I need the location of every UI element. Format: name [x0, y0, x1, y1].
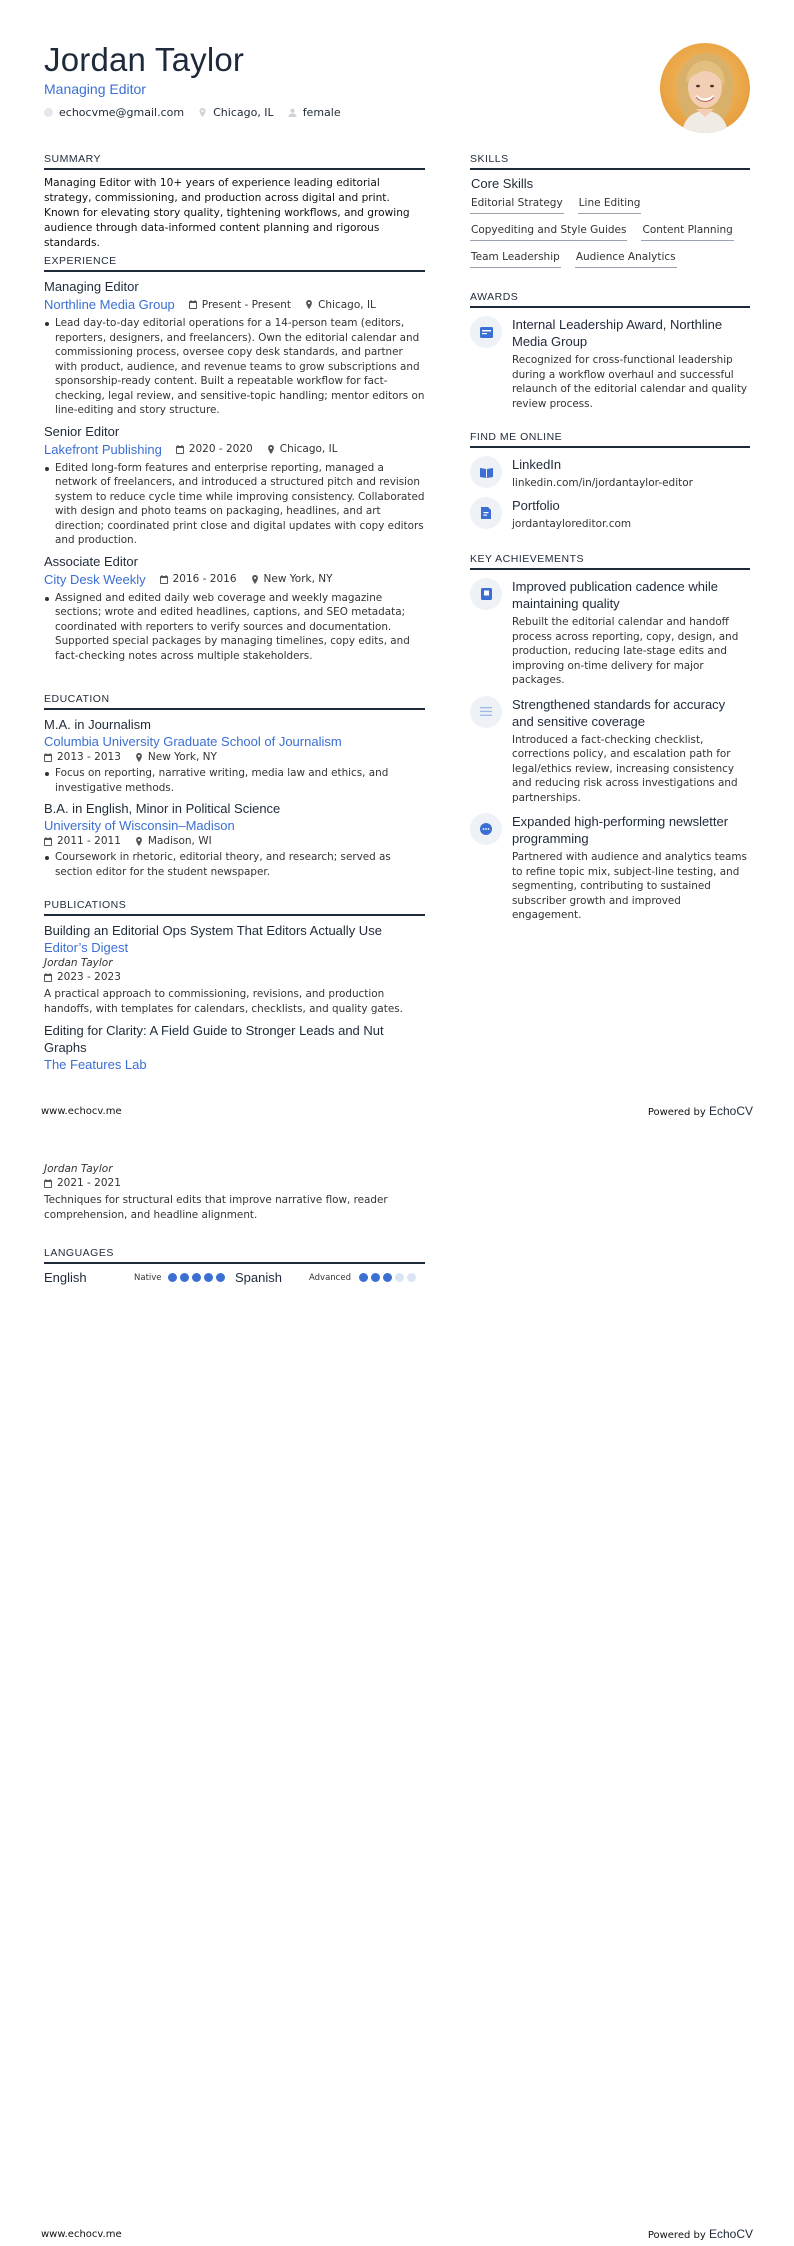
- job-location: New York, NY: [251, 573, 333, 585]
- achievements-section: [470, 553, 750, 923]
- school-name: University of Wisconsin–Madison: [44, 818, 235, 833]
- publication-dates: 2023 - 2023: [44, 971, 121, 983]
- language-level: Advanced: [309, 1272, 351, 1283]
- skill-chip: Editorial Strategy: [470, 195, 564, 214]
- edu-location: New York, NY: [135, 751, 217, 763]
- contact-location: [198, 106, 274, 119]
- achievement-description: Introduced a fact-checking checklist, corrections policy, and escalation path for legal/ethics review, increasing consistency and reducing risk across investigations and partnerships.: [512, 733, 738, 804]
- job-bullets: [44, 591, 425, 664]
- calendar-icon: [44, 753, 52, 762]
- page-footer: [41, 2227, 753, 2241]
- online-link-url[interactable]: linkedin.com/in/jordantaylor-editor: [512, 477, 693, 489]
- resume-header: [44, 40, 664, 119]
- publications-section: [44, 899, 425, 1073]
- location-pin-icon: [251, 575, 259, 584]
- footer-powered-by: Powered by EchoCV: [647, 2227, 753, 2241]
- degree: M.A. in Journalism: [44, 717, 151, 732]
- company-name: City Desk Weekly: [44, 571, 146, 587]
- achievement-description: Rebuilt the editorial calendar and handoff process across reporting, copy, design, and production, reducing late-stage edits and improving on-time delivery for major packages.: [512, 616, 739, 686]
- section-title-skills: SKILLS: [470, 153, 750, 170]
- location-pin-icon: [198, 108, 207, 117]
- award-item: [470, 316, 750, 411]
- job-bullets: [44, 461, 425, 548]
- email-text: echocvme@gmail.com: [59, 106, 185, 119]
- skill-chip: Audience Analytics: [575, 249, 677, 268]
- experience-item: [44, 423, 425, 548]
- language-rating: [359, 1273, 416, 1282]
- job-location: Chicago, IL: [305, 299, 376, 311]
- portfolio-icon-badge: [470, 497, 502, 529]
- contact-email[interactable]: [44, 106, 184, 119]
- contact-gender: [288, 106, 341, 119]
- edu-dates: 2011 - 2011: [44, 835, 121, 847]
- contact-list: [44, 106, 664, 119]
- online-link-label: LinkedIn: [512, 457, 562, 472]
- job-bullets: [44, 316, 425, 418]
- book-icon: [481, 588, 492, 600]
- job-dates: 2016 - 2016: [160, 573, 237, 585]
- skill-chips: [470, 195, 750, 268]
- summary-text: Managing Editor with 10+ years of experience leading editorial strategy, commissioning, and production across digital and print. Known for elevating story quality, tightening workflows, and growing audience through data-informed content planning and rigorous standards.: [44, 177, 410, 249]
- rating-dot: [359, 1273, 368, 1282]
- job-dates: 2020 - 2020: [176, 443, 253, 455]
- calendar-icon: [189, 300, 197, 309]
- publication-title: Editing for Clarity: A Field Guide to Stronger Leads and Nut Graphs: [44, 1023, 384, 1055]
- calendar-icon: [44, 973, 52, 982]
- location-pin-icon: [267, 445, 275, 454]
- education-item: [44, 716, 425, 795]
- edu-bullets: [44, 766, 425, 795]
- education-section: [44, 693, 425, 879]
- section-title-languages: LANGUAGES: [44, 1247, 425, 1264]
- card-icon: [480, 327, 493, 338]
- achievement-title: Strengthened standards for accuracy and sensitive coverage: [512, 696, 726, 729]
- location-pin-icon: [135, 837, 143, 846]
- languages-section: [44, 1247, 425, 1285]
- language-item: [235, 1270, 416, 1285]
- language-rating: [168, 1273, 225, 1282]
- job-title: Associate Editor: [44, 553, 138, 569]
- publication-item: [44, 1022, 425, 1073]
- bullet-item: Edited long-form features and enterprise reporting, managed a network of freelancers, and introduced a structured pitch and revision system to reduce cycle time while improving consistency. Collaborated with design and photo teams on packaging, headlines, and art direction; coordinated print close and digital updates with copy editors and production.: [44, 461, 425, 548]
- edu-location: Madison, WI: [135, 835, 212, 847]
- chat-bubble-icon: [480, 823, 492, 835]
- language-item: [44, 1270, 225, 1285]
- language-list: [44, 1270, 425, 1285]
- rating-dot: [216, 1273, 225, 1282]
- language-name: English: [44, 1270, 87, 1285]
- location-pin-icon: [305, 300, 313, 309]
- calendar-icon: [160, 575, 168, 584]
- resume-page-2: [0, 1123, 794, 2246]
- online-link-portfolio[interactable]: [470, 497, 750, 530]
- footer-site-link[interactable]: www.echocv.me: [41, 1105, 122, 1117]
- rating-dot: [383, 1273, 392, 1282]
- school-name: Columbia University Graduate School of Journalism: [44, 734, 342, 749]
- company-name: Northline Media Group: [44, 297, 175, 312]
- skill-chip: Team Leadership: [470, 249, 561, 268]
- job-dates: Present - Present: [189, 299, 291, 311]
- rating-dot: [192, 1273, 201, 1282]
- achievement-icon-badge: [470, 696, 502, 728]
- publication-author: Jordan Taylor: [44, 957, 113, 969]
- skills-section: [470, 153, 750, 268]
- publication-description: A practical approach to commissioning, revisions, and production handoffs, with templates for calendars, checklists, and quality gates.: [44, 988, 403, 1015]
- experience-item: [44, 553, 425, 664]
- footer-brand: EchoCV: [708, 1104, 753, 1118]
- skills-group-title: Core Skills: [471, 176, 534, 191]
- degree: B.A. in English, Minor in Political Science: [44, 801, 281, 816]
- section-title-publications: PUBLICATIONS: [44, 899, 425, 916]
- section-title-awards: AWARDS: [470, 291, 750, 308]
- calendar-icon: [44, 1179, 52, 1188]
- publication-publisher: The Features Lab: [44, 1057, 147, 1072]
- achievement-title: Expanded high-performing newsletter programming: [512, 814, 729, 846]
- job-location: Chicago, IL: [267, 443, 338, 455]
- skill-chip: Copyediting and Style Guides: [470, 222, 627, 241]
- company-name: Lakefront Publishing: [44, 441, 162, 457]
- avatar-portrait: [660, 43, 750, 133]
- candidate-name: Jordan Taylor: [44, 41, 245, 78]
- section-title-experience: EXPERIENCE: [44, 255, 425, 272]
- page-footer: [41, 1104, 753, 1118]
- online-link-url[interactable]: jordantayloreditor.com: [512, 518, 632, 530]
- rating-dot: [204, 1273, 213, 1282]
- bullet-item: Lead day-to-day editorial operations for a 14-person team (editors, reporters, designers, and freelancers). Own the editorial calendar and commissioning process, oversee copy desk standards, and partner with product, audience, and revenue teams to grow subscriptions and sponsorship-ready content. Built a repeatable workflow for fact-checking, legal review, and sensitive-topic handling; mentor editors on line-editing and story structure.: [44, 316, 425, 418]
- achievement-icon-badge: [470, 813, 502, 845]
- publication-item: [44, 922, 425, 1016]
- achievement-description: Partnered with audience and analytics teams to refine topic mix, subject-line testing, and segmenting, contributing to sustained subscriber growth and improved engagement.: [512, 851, 747, 921]
- location-text: Chicago, IL: [213, 106, 274, 119]
- bullet-item: Assigned and edited daily web coverage and weekly magazine sections; wrote and edited headlines, captions, and SEO metadata; coordinated with reporters to verify sources and documentation. Supported special packages by managing timelines, copy edits, and fact-checking notes across multiple stakeholders.: [44, 591, 425, 664]
- section-title-achievements: KEY ACHIEVEMENTS: [470, 553, 750, 570]
- achievement-item: [470, 696, 750, 806]
- calendar-icon: [44, 837, 52, 846]
- job-title: Senior Editor: [44, 423, 120, 439]
- online-link-label: Portfolio: [512, 498, 560, 513]
- edu-bullets: [44, 850, 425, 879]
- achievement-item: [470, 578, 750, 688]
- footer-powered-by: Powered by EchoCV: [647, 1104, 753, 1118]
- award-icon-badge: [470, 316, 502, 348]
- footer-brand: EchoCV: [708, 2227, 753, 2241]
- publication-dates: 2021 - 2021: [44, 1177, 121, 1189]
- document-icon: [481, 507, 491, 519]
- candidate-role: Managing Editor: [44, 81, 146, 97]
- awards-section: [470, 291, 750, 411]
- online-section: [470, 431, 750, 530]
- education-item: [44, 800, 425, 879]
- experience-section: [44, 255, 425, 663]
- location-pin-icon: [135, 753, 143, 762]
- book-open-icon: [480, 467, 493, 478]
- language-level: Native: [134, 1272, 162, 1283]
- section-title-summary: SUMMARY: [44, 153, 425, 170]
- section-title-education: EDUCATION: [44, 693, 425, 710]
- award-title: Internal Leadership Award, Northline Media Group: [512, 317, 723, 349]
- achievement-item: [470, 813, 750, 923]
- publication-title: Building an Editorial Ops System That Editors Actually Use: [44, 923, 382, 938]
- award-description: Recognized for cross-functional leadership during a workflow overhaul and successful relaunch of the editorial calendar and quality review process.: [512, 354, 748, 410]
- bullet-item: Focus on reporting, narrative writing, media law and ethics, and investigative methods.: [44, 766, 425, 795]
- gender-text: female: [302, 106, 341, 119]
- achievement-title: Improved publication cadence while maintaining quality: [512, 579, 718, 611]
- section-title-online: FIND ME ONLINE: [470, 431, 750, 448]
- calendar-icon: [176, 445, 184, 454]
- publication-description: Techniques for structural edits that improve narrative flow, reader comprehension, and headline alignment.: [44, 1194, 388, 1221]
- job-title: Managing Editor: [44, 279, 139, 294]
- skill-chip: Content Planning: [641, 222, 733, 241]
- rating-dot: [395, 1273, 404, 1282]
- online-link-linkedin[interactable]: [470, 456, 750, 489]
- bullet-item: Coursework in rhetoric, editorial theory, and research; served as section editor for the student newspaper.: [44, 850, 425, 879]
- achievement-icon-badge: [470, 578, 502, 610]
- email-icon: [44, 108, 53, 117]
- publication-author: Jordan Taylor: [44, 1163, 113, 1175]
- person-icon: [288, 108, 297, 117]
- language-name: Spanish: [235, 1270, 282, 1285]
- publication-continued: [44, 1162, 425, 1222]
- list-icon: [480, 707, 492, 716]
- linkedin-icon-badge: [470, 456, 502, 488]
- avatar: [660, 43, 750, 133]
- edu-dates: 2013 - 2013: [44, 751, 121, 763]
- rating-dot: [180, 1273, 189, 1282]
- rating-dot: [407, 1273, 416, 1282]
- rating-dot: [168, 1273, 177, 1282]
- footer-site-link[interactable]: www.echocv.me: [41, 2228, 122, 2240]
- summary-section: [44, 153, 425, 251]
- publication-publisher: Editor’s Digest: [44, 940, 129, 955]
- skill-chip: Line Editing: [578, 195, 642, 214]
- rating-dot: [371, 1273, 380, 1282]
- experience-item: [44, 278, 425, 418]
